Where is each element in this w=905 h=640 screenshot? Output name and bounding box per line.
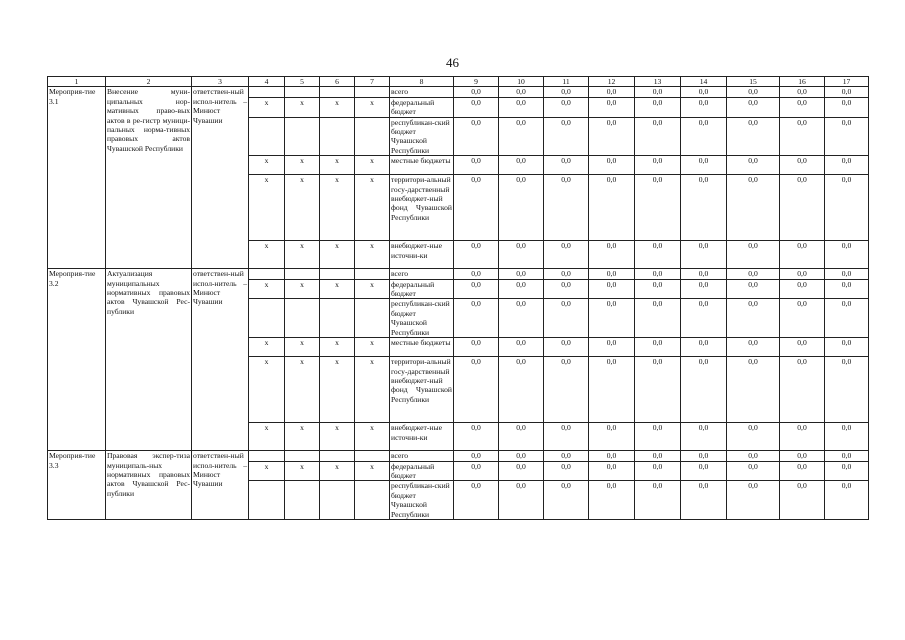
value-cell: 0,0 [780, 269, 825, 279]
funding-source: внебюджет-ные источни-ки [390, 423, 454, 451]
column-header: 8 [390, 77, 454, 87]
value-cell: 0,0 [544, 97, 589, 117]
x-mark-cell: x [249, 279, 285, 299]
table-row [48, 269, 869, 279]
funding-source: федеральный бюджет [390, 97, 454, 117]
funding-source: федеральный бюджет [390, 461, 454, 481]
value-cell: 0,0 [454, 156, 499, 175]
value-cell: 0,0 [681, 357, 727, 423]
x-mark-cell: x [355, 461, 390, 481]
value-cell: 0,0 [727, 299, 780, 338]
value-cell: 0,0 [499, 269, 544, 279]
measure-executor: ответствен-ный испол-нитель – Минюст Чувашии [192, 87, 249, 269]
value-cell: 0,0 [499, 451, 544, 461]
value-cell: 0,0 [825, 117, 869, 156]
value-cell: 0,0 [499, 175, 544, 241]
value-cell: 0,0 [681, 87, 727, 97]
x-mark-cell [355, 269, 390, 279]
x-mark-cell [320, 87, 355, 97]
column-header: 10 [499, 77, 544, 87]
value-cell: 0,0 [499, 423, 544, 451]
value-cell: 0,0 [681, 269, 727, 279]
value-cell: 0,0 [780, 338, 825, 357]
value-cell: 0,0 [499, 357, 544, 423]
value-cell: 0,0 [589, 117, 635, 156]
value-cell: 0,0 [727, 357, 780, 423]
x-mark-cell [249, 481, 285, 520]
x-mark-cell: x [355, 97, 390, 117]
value-cell: 0,0 [780, 117, 825, 156]
column-header: 6 [320, 77, 355, 87]
value-cell: 0,0 [727, 175, 780, 241]
funding-source: всего [390, 451, 454, 461]
value-cell: 0,0 [825, 269, 869, 279]
value-cell: 0,0 [780, 87, 825, 97]
value-cell: 0,0 [780, 451, 825, 461]
value-cell: 0,0 [635, 481, 681, 520]
x-mark-cell [249, 299, 285, 338]
value-cell: 0,0 [681, 156, 727, 175]
value-cell: 0,0 [589, 87, 635, 97]
value-cell: 0,0 [544, 357, 589, 423]
value-cell: 0,0 [454, 338, 499, 357]
x-mark-cell [320, 451, 355, 461]
measure-executor: ответствен-ный испол-нитель – Минюст Чувашии [192, 269, 249, 451]
funding-source: всего [390, 269, 454, 279]
header-row [48, 77, 869, 87]
x-mark-cell: x [355, 279, 390, 299]
value-cell: 0,0 [681, 279, 727, 299]
value-cell: 0,0 [780, 175, 825, 241]
value-cell: 0,0 [635, 269, 681, 279]
x-mark-cell [355, 299, 390, 338]
value-cell: 0,0 [544, 117, 589, 156]
column-header: 5 [285, 77, 320, 87]
value-cell: 0,0 [589, 338, 635, 357]
x-mark-cell [285, 481, 320, 520]
x-mark-cell: x [320, 175, 355, 241]
funding-source: территори-альный госу-дарственный внебюджет-ный фонд Чувашской Республики [390, 175, 454, 241]
value-cell: 0,0 [635, 423, 681, 451]
x-mark-cell: x [355, 175, 390, 241]
value-cell: 0,0 [681, 117, 727, 156]
value-cell: 0,0 [544, 156, 589, 175]
value-cell: 0,0 [681, 461, 727, 481]
x-mark-cell: x [249, 156, 285, 175]
value-cell: 0,0 [544, 461, 589, 481]
value-cell: 0,0 [727, 451, 780, 461]
value-cell: 0,0 [454, 87, 499, 97]
value-cell: 0,0 [454, 357, 499, 423]
measure-code: Мероприя-тие 3.3 [48, 451, 106, 520]
funding-source: местные бюджеты [390, 156, 454, 175]
x-mark-cell [355, 117, 390, 156]
value-cell: 0,0 [635, 461, 681, 481]
page-number: 46 [446, 55, 459, 70]
column-header: 4 [249, 77, 285, 87]
x-mark-cell: x [285, 97, 320, 117]
value-cell: 0,0 [681, 423, 727, 451]
value-cell: 0,0 [499, 241, 544, 269]
value-cell: 0,0 [635, 117, 681, 156]
value-cell: 0,0 [780, 357, 825, 423]
x-mark-cell [355, 481, 390, 520]
x-mark-cell: x [355, 156, 390, 175]
budget-table [47, 76, 869, 520]
value-cell: 0,0 [499, 461, 544, 481]
value-cell: 0,0 [499, 299, 544, 338]
value-cell: 0,0 [681, 175, 727, 241]
value-cell: 0,0 [825, 97, 869, 117]
value-cell: 0,0 [635, 175, 681, 241]
x-mark-cell: x [355, 423, 390, 451]
x-mark-cell [285, 451, 320, 461]
column-header: 13 [635, 77, 681, 87]
value-cell: 0,0 [589, 299, 635, 338]
value-cell: 0,0 [681, 241, 727, 269]
x-mark-cell [285, 299, 320, 338]
x-mark-cell: x [285, 279, 320, 299]
x-mark-cell: x [285, 357, 320, 423]
x-mark-cell: x [249, 338, 285, 357]
value-cell: 0,0 [635, 299, 681, 338]
x-mark-cell: x [320, 97, 355, 117]
x-mark-cell [249, 451, 285, 461]
value-cell: 0,0 [825, 279, 869, 299]
value-cell: 0,0 [635, 279, 681, 299]
x-mark-cell: x [285, 461, 320, 481]
funding-source: федеральный бюджет [390, 279, 454, 299]
x-mark-cell: x [320, 423, 355, 451]
value-cell: 0,0 [727, 117, 780, 156]
table-row [48, 451, 869, 461]
x-mark-cell: x [249, 97, 285, 117]
x-mark-cell: x [320, 241, 355, 269]
value-cell: 0,0 [727, 156, 780, 175]
x-mark-cell [320, 269, 355, 279]
value-cell: 0,0 [454, 117, 499, 156]
measure-executor: ответствен-ный испол-нитель – Минюст Чувашии [192, 451, 249, 520]
value-cell: 0,0 [589, 269, 635, 279]
value-cell: 0,0 [544, 241, 589, 269]
value-cell: 0,0 [589, 481, 635, 520]
value-cell: 0,0 [780, 481, 825, 520]
value-cell: 0,0 [589, 175, 635, 241]
value-cell: 0,0 [454, 279, 499, 299]
value-cell: 0,0 [635, 97, 681, 117]
value-cell: 0,0 [635, 241, 681, 269]
x-mark-cell: x [320, 279, 355, 299]
x-mark-cell: x [320, 156, 355, 175]
x-mark-cell: x [355, 338, 390, 357]
funding-source: республикан-ский бюджет Чувашской Республики [390, 481, 454, 520]
value-cell: 0,0 [635, 451, 681, 461]
value-cell: 0,0 [454, 175, 499, 241]
x-mark-cell [355, 87, 390, 97]
value-cell: 0,0 [825, 338, 869, 357]
value-cell: 0,0 [499, 117, 544, 156]
x-mark-cell: x [285, 241, 320, 269]
x-mark-cell [249, 87, 285, 97]
value-cell: 0,0 [544, 279, 589, 299]
x-mark-cell [320, 481, 355, 520]
funding-source: республикан-ский бюджет Чувашской Республики [390, 299, 454, 338]
column-header: 11 [544, 77, 589, 87]
x-mark-cell [285, 117, 320, 156]
column-header: 12 [589, 77, 635, 87]
measure-code: Мероприя-тие 3.1 [48, 87, 106, 269]
value-cell: 0,0 [727, 269, 780, 279]
value-cell: 0,0 [727, 338, 780, 357]
column-header: 2 [106, 77, 192, 87]
value-cell: 0,0 [454, 299, 499, 338]
value-cell: 0,0 [681, 97, 727, 117]
value-cell: 0,0 [681, 481, 727, 520]
value-cell: 0,0 [589, 451, 635, 461]
value-cell: 0,0 [727, 241, 780, 269]
x-mark-cell: x [320, 357, 355, 423]
x-mark-cell: x [249, 241, 285, 269]
value-cell: 0,0 [727, 87, 780, 97]
value-cell: 0,0 [499, 156, 544, 175]
value-cell: 0,0 [589, 97, 635, 117]
x-mark-cell: x [320, 461, 355, 481]
measure-code: Мероприя-тие 3.2 [48, 269, 106, 451]
value-cell: 0,0 [454, 481, 499, 520]
value-cell: 0,0 [544, 423, 589, 451]
value-cell: 0,0 [499, 97, 544, 117]
value-cell: 0,0 [454, 97, 499, 117]
value-cell: 0,0 [825, 423, 869, 451]
x-mark-cell [320, 117, 355, 156]
x-mark-cell: x [249, 423, 285, 451]
value-cell: 0,0 [727, 481, 780, 520]
value-cell: 0,0 [681, 299, 727, 338]
funding-source: республикан-ский бюджет Чувашской Республики [390, 117, 454, 156]
funding-source: всего [390, 87, 454, 97]
value-cell: 0,0 [825, 357, 869, 423]
x-mark-cell: x [285, 338, 320, 357]
column-header: 16 [780, 77, 825, 87]
x-mark-cell [320, 299, 355, 338]
value-cell: 0,0 [780, 97, 825, 117]
value-cell: 0,0 [454, 269, 499, 279]
x-mark-cell: x [285, 175, 320, 241]
x-mark-cell: x [285, 156, 320, 175]
value-cell: 0,0 [681, 451, 727, 461]
value-cell: 0,0 [589, 423, 635, 451]
value-cell: 0,0 [727, 279, 780, 299]
value-cell: 0,0 [635, 87, 681, 97]
value-cell: 0,0 [544, 269, 589, 279]
value-cell: 0,0 [635, 357, 681, 423]
value-cell: 0,0 [825, 461, 869, 481]
value-cell: 0,0 [825, 241, 869, 269]
x-mark-cell [249, 269, 285, 279]
column-header: 14 [681, 77, 727, 87]
x-mark-cell [249, 117, 285, 156]
value-cell: 0,0 [727, 461, 780, 481]
value-cell: 0,0 [635, 156, 681, 175]
value-cell: 0,0 [780, 279, 825, 299]
funding-source: местные бюджеты [390, 338, 454, 357]
value-cell: 0,0 [454, 451, 499, 461]
value-cell: 0,0 [544, 451, 589, 461]
value-cell: 0,0 [544, 338, 589, 357]
measure-name: Актуализация муниципальных нормативных правовых актов Чувашской Рес-публики [106, 269, 192, 451]
value-cell: 0,0 [681, 338, 727, 357]
funding-source: территори-альный госу-дарственный внебюджет-ный фонд Чувашской Республики [390, 357, 454, 423]
x-mark-cell: x [320, 338, 355, 357]
value-cell: 0,0 [499, 481, 544, 520]
x-mark-cell: x [355, 357, 390, 423]
value-cell: 0,0 [727, 97, 780, 117]
x-mark-cell: x [249, 175, 285, 241]
value-cell: 0,0 [825, 481, 869, 520]
value-cell: 0,0 [499, 87, 544, 97]
column-header: 3 [192, 77, 249, 87]
column-header: 7 [355, 77, 390, 87]
x-mark-cell: x [249, 357, 285, 423]
value-cell: 0,0 [780, 156, 825, 175]
value-cell: 0,0 [635, 338, 681, 357]
value-cell: 0,0 [780, 461, 825, 481]
value-cell: 0,0 [589, 241, 635, 269]
measure-name: Правовая экспер-тиза муниципаль-ных нормативных правовых актов Чувашской Рес-публики [106, 451, 192, 520]
column-header: 17 [825, 77, 869, 87]
value-cell: 0,0 [544, 481, 589, 520]
value-cell: 0,0 [589, 357, 635, 423]
value-cell: 0,0 [780, 241, 825, 269]
value-cell: 0,0 [780, 299, 825, 338]
value-cell: 0,0 [589, 279, 635, 299]
value-cell: 0,0 [499, 338, 544, 357]
x-mark-cell [285, 87, 320, 97]
value-cell: 0,0 [825, 156, 869, 175]
x-mark-cell [285, 269, 320, 279]
column-header: 1 [48, 77, 106, 87]
value-cell: 0,0 [544, 175, 589, 241]
table-row [48, 87, 869, 97]
value-cell: 0,0 [825, 175, 869, 241]
value-cell: 0,0 [544, 299, 589, 338]
measure-name: Внесение муни-ципальных нор-мативных право-вых актов в ре-гистр муници-пальных норма-тивных правовых актов Чувашской Республики [106, 87, 192, 269]
x-mark-cell: x [249, 461, 285, 481]
value-cell: 0,0 [454, 423, 499, 451]
value-cell: 0,0 [825, 299, 869, 338]
value-cell: 0,0 [780, 423, 825, 451]
value-cell: 0,0 [589, 461, 635, 481]
value-cell: 0,0 [727, 423, 780, 451]
x-mark-cell: x [355, 241, 390, 269]
value-cell: 0,0 [454, 461, 499, 481]
value-cell: 0,0 [544, 87, 589, 97]
column-header: 15 [727, 77, 780, 87]
value-cell: 0,0 [589, 156, 635, 175]
x-mark-cell [355, 451, 390, 461]
column-header: 9 [454, 77, 499, 87]
x-mark-cell: x [285, 423, 320, 451]
value-cell: 0,0 [825, 451, 869, 461]
value-cell: 0,0 [825, 87, 869, 97]
value-cell: 0,0 [454, 241, 499, 269]
value-cell: 0,0 [499, 279, 544, 299]
funding-source: внебюджет-ные источни-ки [390, 241, 454, 269]
